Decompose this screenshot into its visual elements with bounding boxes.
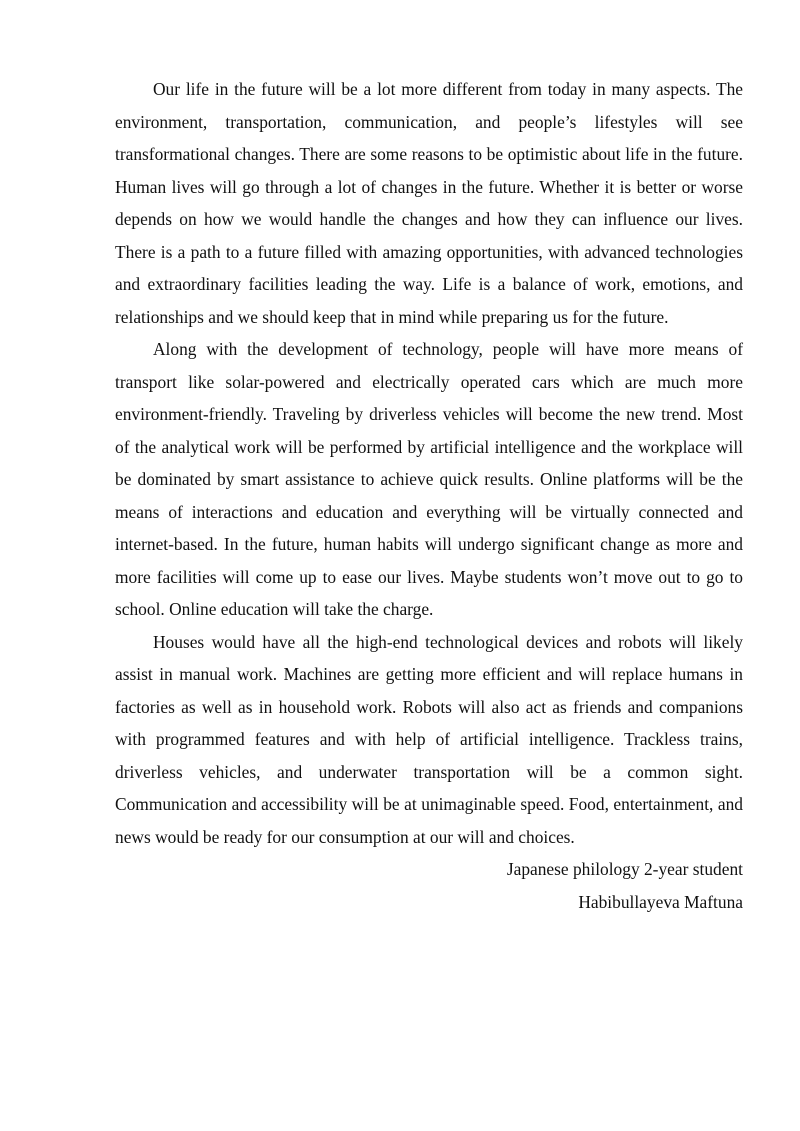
body-paragraph-3: Houses would have all the high-end technological devices and robots will likely assist in manual work. Machines are getting more efficient and will replace humans in factories as well as in household work. Robots will also act as friends and companions with programmed features and with help of artificial intelligence. Trackless trains, driverless vehicles, and underwater transportation will be a common sight. Communication and accessibility will be at unimaginable speed. Food, entertainment, and news would be ready for our consumption at our will and choices. [115, 631, 743, 847]
body-paragraph-1: Our life in the future will be a lot more different from today in many aspects. The environment, transportation, communication, and people’s lifestyles will see transformational changes. There are some reasons to be optimistic about life in the future. Human lives will go through a lot of changes in the future. Whether it is better or worse depends on how we would handle the changes and how they can influence our lives. There is a path to a future filled with amazing opportunities, with advanced technologies and extraordinary facilities leading the way. Life is a balance of work, emotions, and relationships and we should keep that in mind while preparing us for the future. [115, 79, 743, 327]
author-name: Habibullayeva Maftuna [578, 891, 743, 912]
author-role: Japanese philology 2-year student [506, 859, 743, 879]
document-page [115, 73, 743, 918]
body-paragraph-2: Along with the development of technology, people will have more means of transport like solar-powered and electrically operated cars which are much more environment-friendly. Traveling by driverless vehicles will become the new trend. Most of the analytical work will be performed by artificial intelligence and the workplace will be dominated by smart assistance to achieve quick results. Online platforms will be the means of interactions and education and everything will be virtually connected and internet-based. In the future, human habits will undergo significant change as more and more facilities will come up to ease our lives. Maybe students won’t move out to go to school. Online education will take the charge. [115, 339, 743, 619]
